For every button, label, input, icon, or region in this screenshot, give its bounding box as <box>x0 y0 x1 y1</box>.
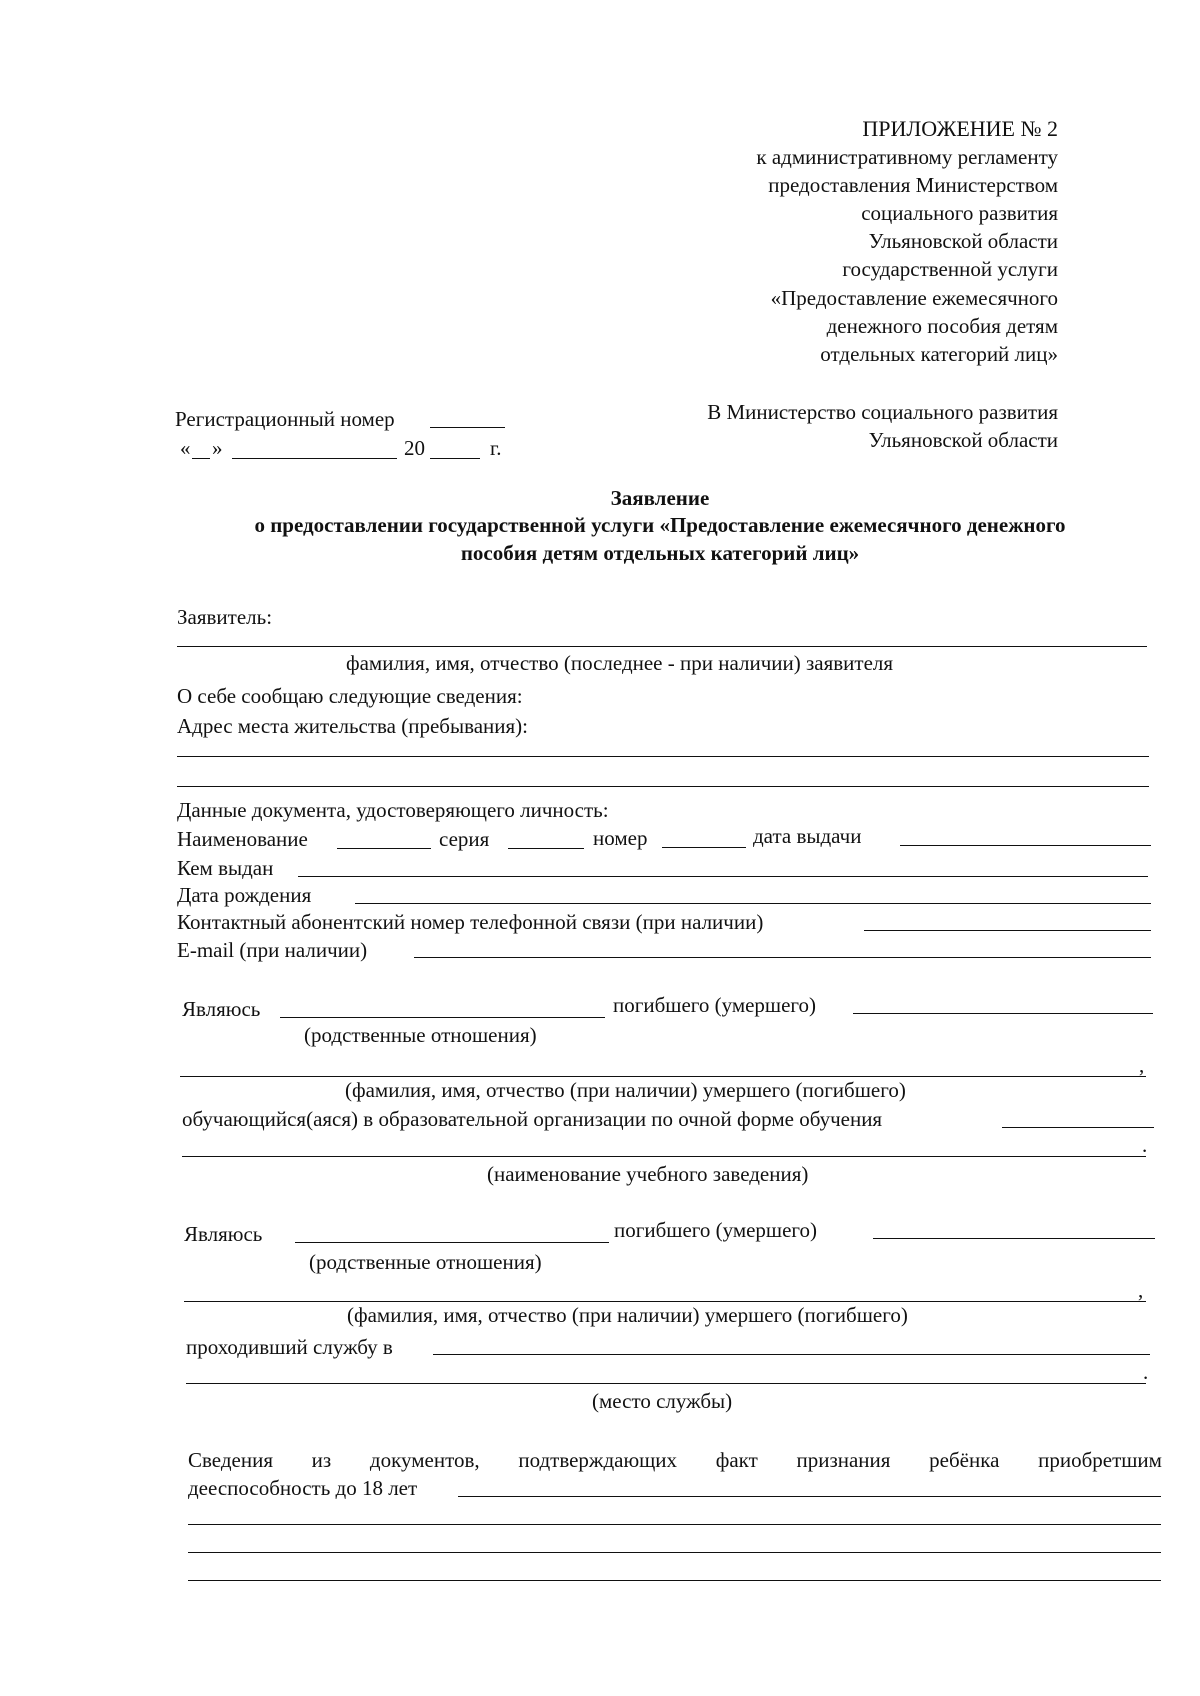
document-subtitle-1: о предоставлении государственной услуги «Предоставление ежемесячного денежного <box>254 513 1066 537</box>
address-label: Адрес места жительства (пребывания): <box>177 714 529 738</box>
date-year-suffix: г. <box>490 436 502 460</box>
registration-number-line[interactable] <box>430 427 505 428</box>
date-quote-close: » <box>212 436 223 460</box>
service-period: . <box>1143 1360 1149 1384</box>
header-line: государственной услуги <box>842 257 1058 281</box>
applicant-name-line[interactable] <box>177 646 1147 647</box>
capacity-word: приобретшим <box>1038 1448 1162 1472</box>
student-relation-caption: (родственные отношения) <box>304 1023 537 1047</box>
study-line-1[interactable] <box>1002 1127 1154 1128</box>
service-relation-caption: (родственные отношения) <box>309 1250 542 1274</box>
applicant-name-caption: фамилия, имя, отчество (последнее - при наличии) заявителя <box>346 651 894 675</box>
doc-number-line[interactable] <box>662 847 746 848</box>
student-deceased-label: погибшего (умершего) <box>613 993 817 1017</box>
student-am-label: Являюсь <box>182 997 261 1021</box>
header-line: отдельных категорий лиц» <box>820 342 1058 366</box>
capacity-line-c[interactable] <box>188 1552 1161 1553</box>
service-place-line-2[interactable] <box>186 1383 1146 1384</box>
doc-issue-date-label: дата выдачи <box>753 824 862 848</box>
email-line[interactable] <box>414 957 1151 958</box>
doc-number-label: номер <box>593 826 648 850</box>
capacity-word: признания <box>796 1448 891 1472</box>
capacity-word: факт <box>715 1448 758 1472</box>
phone-line[interactable] <box>864 930 1151 931</box>
doc-series-line[interactable] <box>508 848 584 849</box>
capacity-line2-label: дееспособность до 18 лет <box>188 1476 418 1500</box>
address-line-1[interactable] <box>177 756 1149 757</box>
birth-date-label: Дата рождения <box>177 883 312 907</box>
email-label: E-mail (при наличии) <box>177 938 368 962</box>
appendix-number: ПРИЛОЖЕНИЕ № 2 <box>862 116 1058 141</box>
capacity-word: ребёнка <box>929 1448 1000 1472</box>
header-line: «Предоставление ежемесячного <box>770 286 1058 310</box>
document-title: Заявление <box>610 486 710 510</box>
recipient-line-2: Ульяновской области <box>868 428 1058 452</box>
date-day-line[interactable] <box>192 458 210 459</box>
study-label: обучающийся(аяся) в образовательной организации по очной форме обучения <box>182 1107 883 1131</box>
header-line: Ульяновской области <box>868 229 1058 253</box>
issued-by-line[interactable] <box>298 876 1148 877</box>
place-caption: (место службы) <box>592 1389 733 1413</box>
service-fio-line[interactable] <box>184 1301 1146 1302</box>
header-line: социального развития <box>861 201 1058 225</box>
capacity-line-1 <box>188 1450 1162 1471</box>
info-intro: О себе сообщаю следующие сведения: <box>177 684 523 708</box>
doc-name-line[interactable] <box>337 848 431 849</box>
student-fio-caption: (фамилия, имя, отчество (при наличии) умершего (погибшего) <box>345 1078 906 1102</box>
capacity-word: из <box>311 1448 332 1472</box>
institution-caption: (наименование учебного заведения) <box>487 1162 809 1186</box>
service-deceased-label: погибшего (умершего) <box>614 1218 818 1242</box>
capacity-line-a[interactable] <box>458 1496 1161 1497</box>
date-year-prefix: 20 <box>404 436 425 460</box>
service-relation-line[interactable] <box>295 1242 609 1243</box>
service-fio-comma: , <box>1138 1278 1144 1302</box>
issued-by-label: Кем выдан <box>177 856 274 880</box>
student-fio-comma: , <box>1139 1053 1145 1077</box>
service-fio-caption: (фамилия, имя, отчество (при наличии) умершего (погибшего) <box>347 1303 908 1327</box>
doc-name-label: Наименование <box>177 827 308 851</box>
capacity-word: документов, <box>369 1448 480 1472</box>
date-quote-open: « <box>180 436 191 460</box>
birth-date-line[interactable] <box>355 903 1151 904</box>
service-place-label: проходивший службу в <box>186 1335 393 1359</box>
capacity-line-b[interactable] <box>188 1524 1161 1525</box>
document-subtitle-2: пособия детям отдельных категорий лиц» <box>460 541 860 565</box>
date-month-line[interactable] <box>232 458 397 459</box>
recipient-line-1: В Министерство социального развития <box>707 400 1058 424</box>
header-line: предоставления Министерством <box>768 173 1058 197</box>
capacity-word: подтверждающих <box>518 1448 678 1472</box>
study-line-2[interactable] <box>182 1156 1146 1157</box>
doc-issue-date-line[interactable] <box>900 845 1151 846</box>
identity-heading: Данные документа, удостоверяющего личность: <box>177 798 609 822</box>
date-year-line[interactable] <box>430 458 480 459</box>
capacity-word: Сведения <box>188 1448 273 1472</box>
header-line: денежного пособия детям <box>826 314 1058 338</box>
study-period: . <box>1142 1133 1148 1157</box>
service-place-line-1[interactable] <box>433 1354 1150 1355</box>
phone-label: Контактный абонентский номер телефонной связи (при наличии) <box>177 910 764 934</box>
service-am-label: Являюсь <box>184 1222 263 1246</box>
registration-number-label: Регистрационный номер <box>175 407 395 431</box>
address-line-2[interactable] <box>177 786 1149 787</box>
service-deceased-line[interactable] <box>873 1238 1155 1239</box>
student-fio-line[interactable] <box>180 1076 1146 1077</box>
capacity-line-d[interactable] <box>188 1580 1161 1581</box>
header-line: к административному регламенту <box>756 145 1058 169</box>
student-deceased-line[interactable] <box>853 1013 1153 1014</box>
student-relation-line[interactable] <box>280 1017 605 1018</box>
doc-series-label: серия <box>439 827 490 851</box>
applicant-label: Заявитель: <box>177 605 273 629</box>
